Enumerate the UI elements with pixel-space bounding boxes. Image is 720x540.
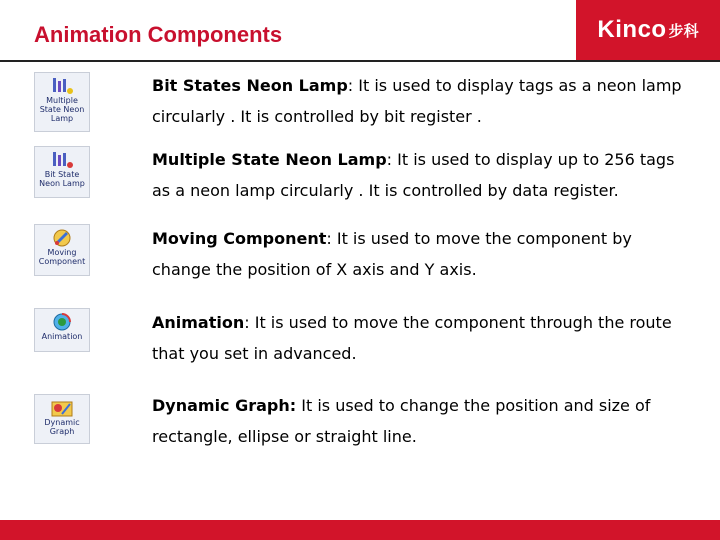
item-term: Bit States Neon Lamp [152,76,348,95]
header-divider [0,60,720,62]
neon-lamp-glyph-icon [50,76,74,96]
dynamic-graph-glyph-icon [50,398,74,418]
item-multiple-state-neon-lamp [152,144,692,206]
multiple-state-neon-lamp-icon: Bit State Neon Lamp [34,146,90,198]
item-animation [152,307,692,369]
item-desc: : It is used to display tags as a neon lamp circularly . It is controlled by bit register . [152,76,682,126]
item-bit-states-neon-lamp [152,70,692,132]
item-desc: : It is used to move the component through the route that you set in advanced. [152,313,672,363]
neon-lamp-glyph-icon [50,150,74,170]
item-moving-component [152,223,692,285]
moving-component-icon: Moving Component [34,224,90,276]
kinco-logo [576,0,720,60]
page-title: Animation Components [34,22,283,47]
item-desc: : It is used to display up to 256 tags as a neon lamp circularly . It is controlled by data register. [152,150,675,200]
item-term: Moving Component [152,229,327,248]
footer-bar [0,520,720,540]
logo-cn: 步科 [668,21,699,40]
moving-glyph-icon [50,228,74,248]
item-desc: It is used to change the position and size of rectangle, ellipse or straight line. [152,396,651,446]
item-term: Animation [152,313,245,332]
item-term: Dynamic Graph: [152,396,297,415]
bit-states-neon-lamp-icon: Multiple State Neon Lamp [34,72,90,132]
item-term: Multiple State Neon Lamp [152,150,387,169]
logo-brand: Kinco [597,16,667,43]
animation-icon: Animation [34,308,90,352]
item-dynamic-graph [152,390,692,452]
item-desc: : It is used to move the component by change the position of X axis and Y axis. [152,229,632,279]
dynamic-graph-icon: Dynamic Graph [34,394,90,444]
animation-glyph-icon [50,312,74,332]
